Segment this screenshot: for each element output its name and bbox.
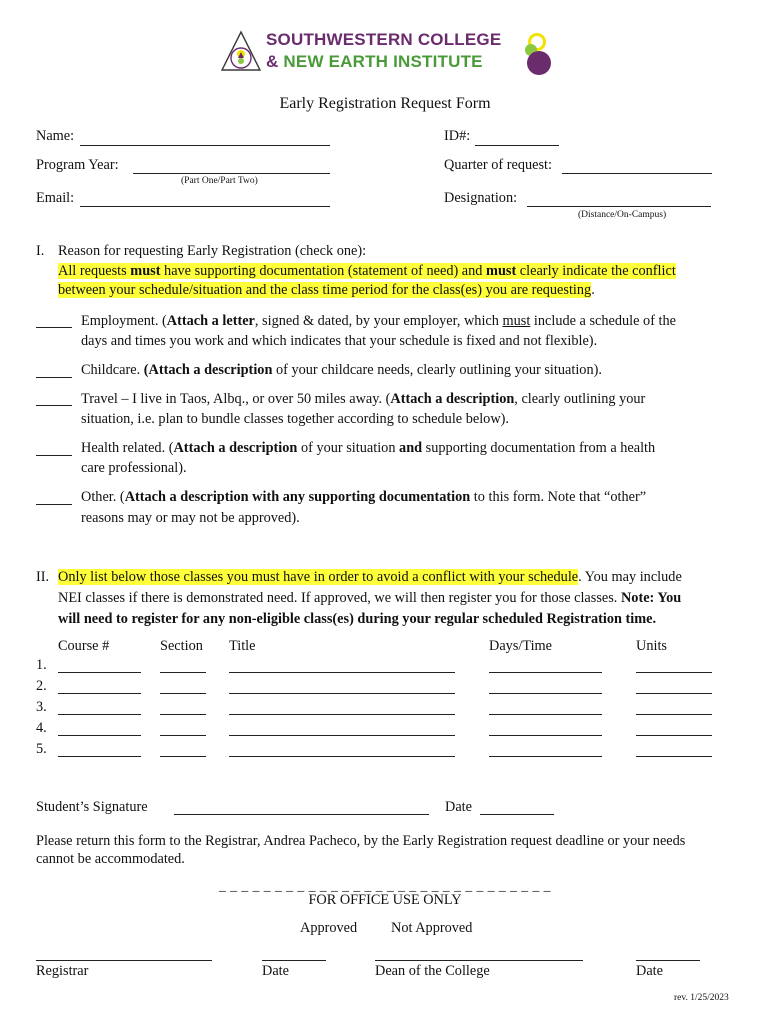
- option-health-line2: care professional).: [81, 460, 187, 476]
- col-section: Section: [160, 638, 203, 654]
- row-number: 5.: [36, 741, 47, 757]
- row-3-days-time-field[interactable]: [489, 714, 602, 715]
- row-4-units-field[interactable]: [636, 735, 712, 736]
- option-other: Other. (Attach a description with any supporting documentation to this form. Note that “other”: [81, 489, 647, 505]
- section2-line1: Only list below those classes you must have in order to avoid a conflict with your schedule. You may include: [58, 569, 682, 585]
- return-instructions-line1: Please return this form to the Registrar, Andrea Pacheco, by the Early Registration request deadline or your needs: [36, 833, 686, 849]
- row-2-units-field[interactable]: [636, 693, 712, 694]
- row-number: 3.: [36, 699, 47, 715]
- registrar-signature-line[interactable]: [36, 960, 212, 961]
- designation-label: Designation:: [444, 190, 518, 206]
- dean-date-label: Date: [636, 963, 663, 979]
- signature-label: Student’s Signature: [36, 799, 148, 815]
- name-field[interactable]: [80, 145, 330, 146]
- checkbox-travel[interactable]: [36, 405, 72, 406]
- checkbox-health[interactable]: [36, 455, 72, 456]
- col-units: Units: [636, 638, 667, 654]
- email-label: Email:: [36, 190, 75, 206]
- registrar-date-line[interactable]: [262, 960, 326, 961]
- not-approved-label: Not Approved: [391, 920, 473, 936]
- email-field[interactable]: [80, 206, 330, 207]
- row-5-title-field[interactable]: [229, 756, 455, 757]
- logo-emblem-icon: [220, 30, 262, 76]
- dean-label: Dean of the College: [375, 963, 490, 979]
- option-other-line2: reasons may or may not be approved).: [81, 510, 300, 526]
- row-4-course-field[interactable]: [58, 735, 141, 736]
- row-3-units-field[interactable]: [636, 714, 712, 715]
- section2-number: II.: [36, 569, 50, 585]
- registrar-date-label: Date: [262, 963, 289, 979]
- section1-note-line1: All requests must have supporting documentation (statement of need) and must clearly indicate the conflict: [58, 263, 676, 279]
- row-4-days-time-field[interactable]: [489, 735, 602, 736]
- row-1-units-field[interactable]: [636, 672, 712, 673]
- row-3-title-field[interactable]: [229, 714, 455, 715]
- id-label: ID#:: [444, 128, 471, 144]
- col-course: Course #: [58, 638, 110, 654]
- return-instructions-line2: cannot be accommodated.: [36, 851, 185, 867]
- row-4-title-field[interactable]: [229, 735, 455, 736]
- row-5-units-field[interactable]: [636, 756, 712, 757]
- approved-label: Approved: [300, 920, 358, 936]
- row-3-course-field[interactable]: [58, 714, 141, 715]
- quarter-field[interactable]: [562, 173, 712, 174]
- form-title: Early Registration Request Form: [279, 95, 491, 112]
- office-divider: _ _ _ _ _ _ _ _ _ _ _ _ _ _ _ _ _ _ _ _ _ _ _ _ _ _ _ _ _ _: [219, 878, 551, 893]
- logo: [220, 28, 560, 80]
- section1-number: I.: [36, 243, 45, 259]
- logo-line1: SOUTHWESTERN COLLEGE: [266, 30, 502, 49]
- row-number: 1.: [36, 657, 47, 673]
- logo-new-earth: NEW EARTH INSTITUTE: [283, 52, 483, 71]
- row-4-section-field[interactable]: [160, 735, 206, 736]
- row-5-days-time-field[interactable]: [489, 756, 602, 757]
- option-employment-line2: days and times you work and which indicates that your schedule is fixed and not flexible).: [81, 333, 598, 349]
- signature-field[interactable]: [174, 814, 429, 815]
- program-year-label: Program Year:: [36, 157, 119, 173]
- row-3-section-field[interactable]: [160, 714, 206, 715]
- row-1-course-field[interactable]: [58, 672, 141, 673]
- name-label: Name:: [36, 128, 75, 144]
- signature-date-field[interactable]: [480, 814, 554, 815]
- col-title: Title: [229, 638, 256, 654]
- designation-hint: (Distance/On-Campus): [578, 210, 667, 220]
- col-days-time: Days/Time: [489, 638, 553, 654]
- row-5-course-field[interactable]: [58, 756, 141, 757]
- row-number: 4.: [36, 720, 47, 736]
- row-1-days-time-field[interactable]: [489, 672, 602, 673]
- program-year-field[interactable]: [133, 173, 330, 174]
- row-2-title-field[interactable]: [229, 693, 455, 694]
- row-number: 2.: [36, 678, 47, 694]
- option-travel: Travel – I live in Taos, Albq., or over 50 miles away. (Attach a description, clearly outlining your: [81, 391, 646, 407]
- option-travel-line2: situation, i.e. plan to bundle classes together according to schedule below).: [81, 411, 509, 427]
- logo-amp: &: [266, 52, 279, 71]
- designation-field[interactable]: [527, 206, 711, 207]
- revision-date: rev. 1/25/2023: [674, 993, 729, 1003]
- quarter-label: Quarter of request:: [444, 157, 552, 173]
- logo-line2: [266, 52, 483, 72]
- section2-line2: NEI classes if there is demonstrated need. If approved, we will then register you for those classes. Note: You: [58, 590, 682, 606]
- option-childcare: Childcare. (Attach a description of your childcare needs, clearly outlining your situation).: [81, 362, 602, 378]
- row-1-title-field[interactable]: [229, 672, 455, 673]
- section1-heading: Reason for requesting Early Registration (check one):: [58, 243, 367, 259]
- row-2-section-field[interactable]: [160, 693, 206, 694]
- dean-date-line[interactable]: [636, 960, 700, 961]
- section2-line3: will need to register for any non-eligible class(es) during your regular scheduled Registration time.: [58, 611, 657, 627]
- option-health: Health related. (Attach a description of your situation and supporting documentation from a health: [81, 440, 656, 456]
- section1-note-line2: between your schedule/situation and the class time period for the class(es) you are requesting.: [58, 282, 595, 298]
- signature-date-label: Date: [445, 799, 472, 815]
- dean-signature-line[interactable]: [375, 960, 583, 961]
- logo-circles-icon: [520, 30, 554, 76]
- program-year-hint: (Part One/Part Two): [181, 176, 258, 186]
- row-5-section-field[interactable]: [160, 756, 206, 757]
- registrar-label: Registrar: [36, 963, 89, 979]
- option-employment: Employment. (Attach a letter, signed & dated, by your employer, which must include a schedule of the: [81, 313, 677, 329]
- checkbox-other[interactable]: [36, 504, 72, 505]
- row-1-section-field[interactable]: [160, 672, 206, 673]
- office-title: FOR OFFICE USE ONLY: [308, 892, 462, 908]
- checkbox-employment[interactable]: [36, 327, 72, 328]
- checkbox-childcare[interactable]: [36, 377, 72, 378]
- row-2-days-time-field[interactable]: [489, 693, 602, 694]
- id-field[interactable]: [475, 145, 559, 146]
- row-2-course-field[interactable]: [58, 693, 141, 694]
